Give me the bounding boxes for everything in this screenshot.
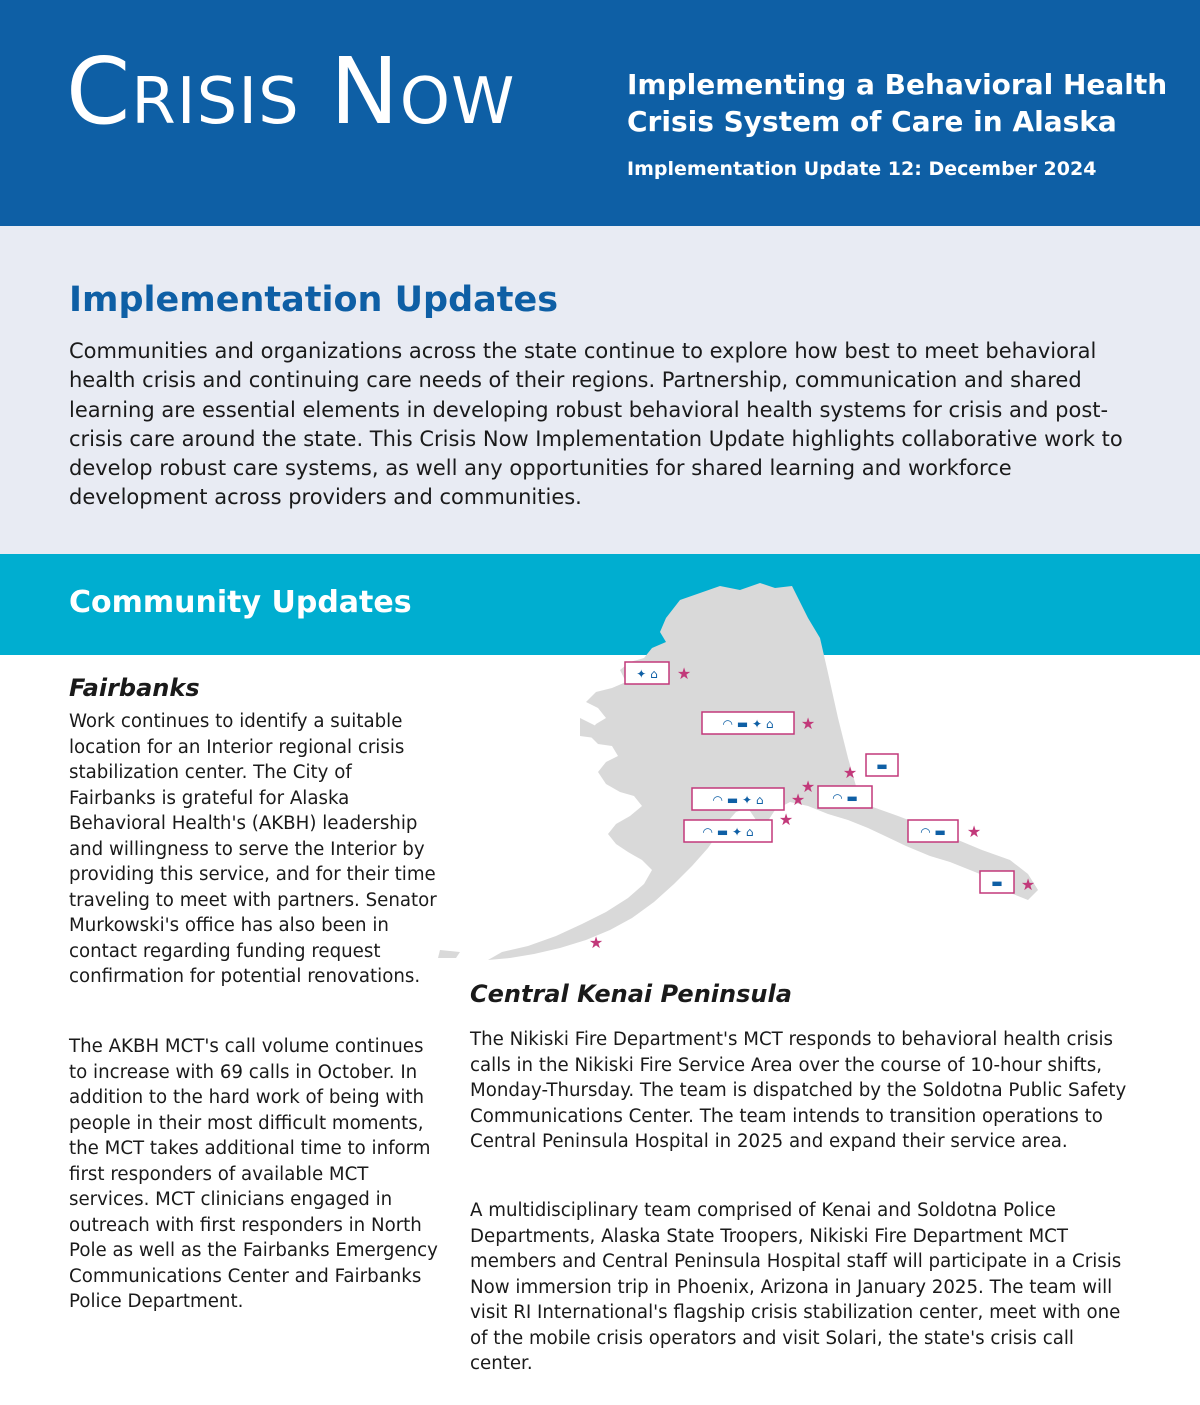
star-icon: ★ — [800, 777, 816, 796]
alaska-island — [438, 950, 460, 958]
star-icon: ★ — [588, 933, 604, 952]
svg-text:◠ ▬: ◠ ▬ — [832, 791, 858, 805]
star-icon: ★ — [1020, 875, 1036, 894]
svg-text:◠ ▬ ✦ ⌂: ◠ ▬ ✦ ⌂ — [702, 825, 754, 839]
fairbanks-para-2: The AKBH MCT's call volume continues to increase with 69 calls in October. In addition to the hard work of being with people in their most difficult moments, the MCT takes additional time to inform first responders of available MCT services. MCT clinicians engaged in outreach with first responders in North Pole as well as the Fairbanks Emergency Communications Center and Fairbanks Police Department. — [69, 1036, 438, 1312]
intro-body: Communities and organizations across the state continue to explore how best to meet behavioral health crisis and continuing care needs of their regions. Partnership, communication and shared learning are essential elements in developing robust behavioral health systems for crisis and post-crisis care around the state. This Crisis Now Implementation Update highlights collaborative work to develop robust care systems, as well any opportunities for shared learning and workforce development across providers and communities. — [69, 339, 1123, 510]
brand-title: Crisis Now — [66, 38, 516, 145]
kenai-heading: Central Kenai Peninsula — [470, 980, 792, 1008]
alaska-landmass — [488, 583, 1038, 960]
map-marker-juneau — [908, 820, 981, 842]
svg-text:◠ ▬ ✦ ⌂: ◠ ▬ ✦ ⌂ — [712, 793, 764, 807]
star-icon: ★ — [800, 714, 816, 733]
update-label: Implementation Update 12: December 2024 — [627, 158, 1097, 180]
fairbanks-heading: Fairbanks — [69, 674, 200, 702]
svg-text:▬: ▬ — [991, 876, 1003, 890]
svg-text:✦ ⌂: ✦ ⌂ — [636, 667, 658, 681]
star-icon: ★ — [842, 763, 858, 782]
map-marker-matsu — [818, 786, 872, 808]
header-banner — [0, 0, 1200, 226]
svg-text:◠ ▬: ◠ ▬ — [920, 825, 946, 839]
intro-section — [0, 226, 1200, 554]
map-marker-ketchikan — [980, 871, 1035, 894]
kenai-para-1: The Nikiski Fire Department's MCT responds to behavioral health crisis calls in the Nikiski Fire Service Area over the course of 10-hour shifts, Monday-Thursday. The team is dispatched by the Soldotna Public Safety Communications Center. The team intends to transition operations to Central Peninsula Hospital in 2025 and expand their service area. — [470, 1029, 1127, 1152]
star-icon: ★ — [790, 790, 806, 809]
svg-text:▬: ▬ — [876, 759, 888, 773]
subtitle-line-1: Implementing a Behavioral Health — [627, 68, 1168, 101]
star-icon: ★ — [966, 822, 982, 841]
header-subtitle — [627, 66, 1187, 140]
community-heading: Community Updates — [69, 585, 412, 620]
intro-heading: Implementation Updates — [69, 280, 559, 320]
kenai-para-2: A multidisciplinary team comprised of Kenai and Soldotna Police Departments, Alaska State Troopers, Nikiski Fire Department MCT members and Central Peninsula Hospital staff will participate in a Crisis Now immersion trip in Phoenix, Arizona in January 2025. The team will visit RI International's flagship crisis stabilization center, meet with one of the mobile crisis operators and visit Solari, the state's crisis call center. — [470, 1200, 1122, 1374]
subtitle-line-2: Crisis System of Care in Alaska — [627, 105, 1117, 138]
map-marker-valdez — [843, 754, 898, 782]
alaska-map — [430, 578, 1090, 978]
svg-text:◠ ▬ ✦ ⌂: ◠ ▬ ✦ ⌂ — [722, 717, 774, 731]
map-marker-kotzebue — [625, 662, 691, 684]
star-icon: ★ — [778, 810, 794, 829]
star-icon: ★ — [676, 664, 692, 683]
fairbanks-para-1: Work continues to identify a suitable location for an Interior regional crisis stabilization center. The City of Fairbanks is grateful for Alaska Behavioral Health's (AKBH) leadership and willingness to serve the Interior by providing this service, and for their time traveling to meet with partners. Senator Murkowski's office has also been in contact regarding funding request confirmation for potential renovations. — [69, 711, 437, 987]
map-marker-aleutians — [589, 933, 603, 952]
